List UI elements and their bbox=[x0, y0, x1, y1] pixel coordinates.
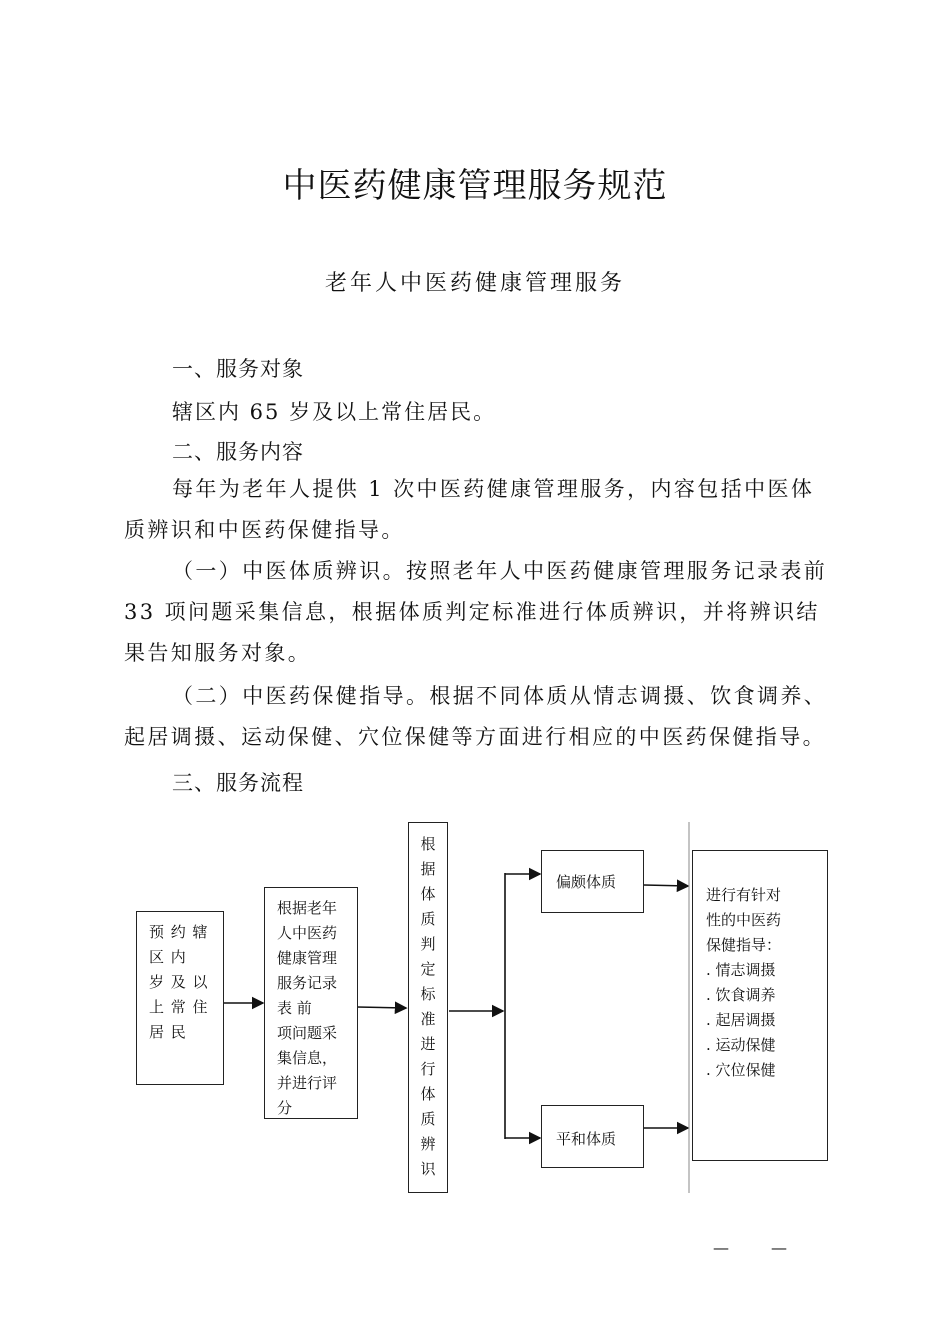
box2-line: 分 bbox=[277, 1099, 293, 1117]
item-2-text: 根据不同体质从情志调摄、饮食调养、起居调摄、运动保健、穴位保健等方面进行相应的中医药保健指导。 bbox=[124, 684, 828, 749]
box1-line: 岁 及 以 bbox=[149, 973, 209, 991]
flow-box-constitution-identification bbox=[408, 822, 448, 1193]
box2-line: 并进行评 bbox=[277, 1074, 338, 1092]
box2-line: 集信息， bbox=[277, 1049, 338, 1067]
guidance-item: . 情志调摄 bbox=[706, 961, 776, 979]
box3-char: 准 bbox=[420, 1010, 436, 1028]
flow-box-balanced-constitution: 平和体质 bbox=[541, 1105, 644, 1168]
box1-line: 区 内 bbox=[149, 948, 187, 966]
box2-line: 人中医药 bbox=[277, 924, 338, 942]
box3-char: 标 bbox=[420, 985, 436, 1003]
box2-line: 根据老年 bbox=[277, 899, 338, 917]
box3-char: 判 bbox=[420, 935, 436, 953]
box2-line: 服务记录 bbox=[277, 974, 338, 992]
item-1-lead: （一）中医体质辨识。 bbox=[172, 559, 406, 583]
page-number-dash-right: — bbox=[771, 1238, 787, 1257]
arrow-box2-to-box3 bbox=[357, 1007, 406, 1008]
section-1-heading: 一、服务对象 bbox=[172, 357, 304, 381]
box3-char: 质 bbox=[420, 910, 436, 928]
guidance-intro-line: 性的中医药 bbox=[706, 911, 782, 929]
guidance-item: . 起居调摄 bbox=[706, 1011, 776, 1029]
guidance-intro-line: 保健指导： bbox=[706, 936, 782, 954]
item-2-lead: （二）中医药保健指导。 bbox=[172, 684, 430, 708]
box3-char: 质 bbox=[420, 1110, 436, 1128]
guidance-intro-line: 进行有针对 bbox=[706, 886, 782, 904]
section-2-heading: 二、服务内容 bbox=[172, 440, 304, 464]
section-2-paragraph-1: 每年为老年人提供 1 次中医药健康管理服务，内容包括中医体质辨识和中医药保健指导。 bbox=[124, 477, 815, 542]
flow-box-collect-info bbox=[264, 887, 358, 1119]
box3-char: 进 bbox=[420, 1035, 436, 1053]
box3-char: 识 bbox=[420, 1160, 436, 1178]
guidance-item: . 运动保健 bbox=[706, 1036, 776, 1054]
box3-char: 定 bbox=[420, 960, 436, 978]
flow-box-health-guidance bbox=[692, 850, 828, 1161]
box1-line: 居 民 bbox=[149, 1023, 187, 1041]
flow-box-biased-constitution: 偏颇体质 bbox=[541, 850, 644, 913]
flow-box-residents bbox=[136, 911, 224, 1085]
guidance-item: . 穴位保健 bbox=[706, 1061, 776, 1079]
box3-char: 行 bbox=[420, 1060, 436, 1078]
box3-char: 体 bbox=[420, 1085, 436, 1103]
box2-line: 表 前 bbox=[277, 999, 312, 1017]
box2-line: 项问题采 bbox=[277, 1024, 338, 1042]
section-1-text: 辖区内 65 岁及以上常住居民。 bbox=[172, 400, 497, 424]
section-3-heading: 三、服务流程 bbox=[172, 771, 304, 795]
guidance-item: . 饮食调养 bbox=[706, 986, 776, 1004]
item-1-text: 按照老年人中医药健康管理服务记录表前 33 项问题采集信息，根据体质判定标准进行体质辨识，并将辨识结果告知服务对象。 bbox=[124, 559, 828, 665]
box3-char: 辨 bbox=[420, 1135, 436, 1153]
box3-char: 体 bbox=[420, 885, 436, 903]
box1-line: 预 约 辖 bbox=[149, 923, 209, 941]
box3-char: 据 bbox=[420, 860, 436, 878]
box2-line: 健康管理 bbox=[277, 949, 338, 967]
arrow-upper-to-right bbox=[644, 885, 688, 886]
box3-char: 根 bbox=[420, 835, 436, 853]
page-number-dash-left: — bbox=[713, 1238, 729, 1257]
box1-line: 上 常 住 bbox=[149, 998, 209, 1016]
document-subtitle: 老年人中医药健康管理服务 bbox=[324, 271, 625, 296]
document-title: 中医药健康管理服务规范 bbox=[282, 166, 668, 206]
